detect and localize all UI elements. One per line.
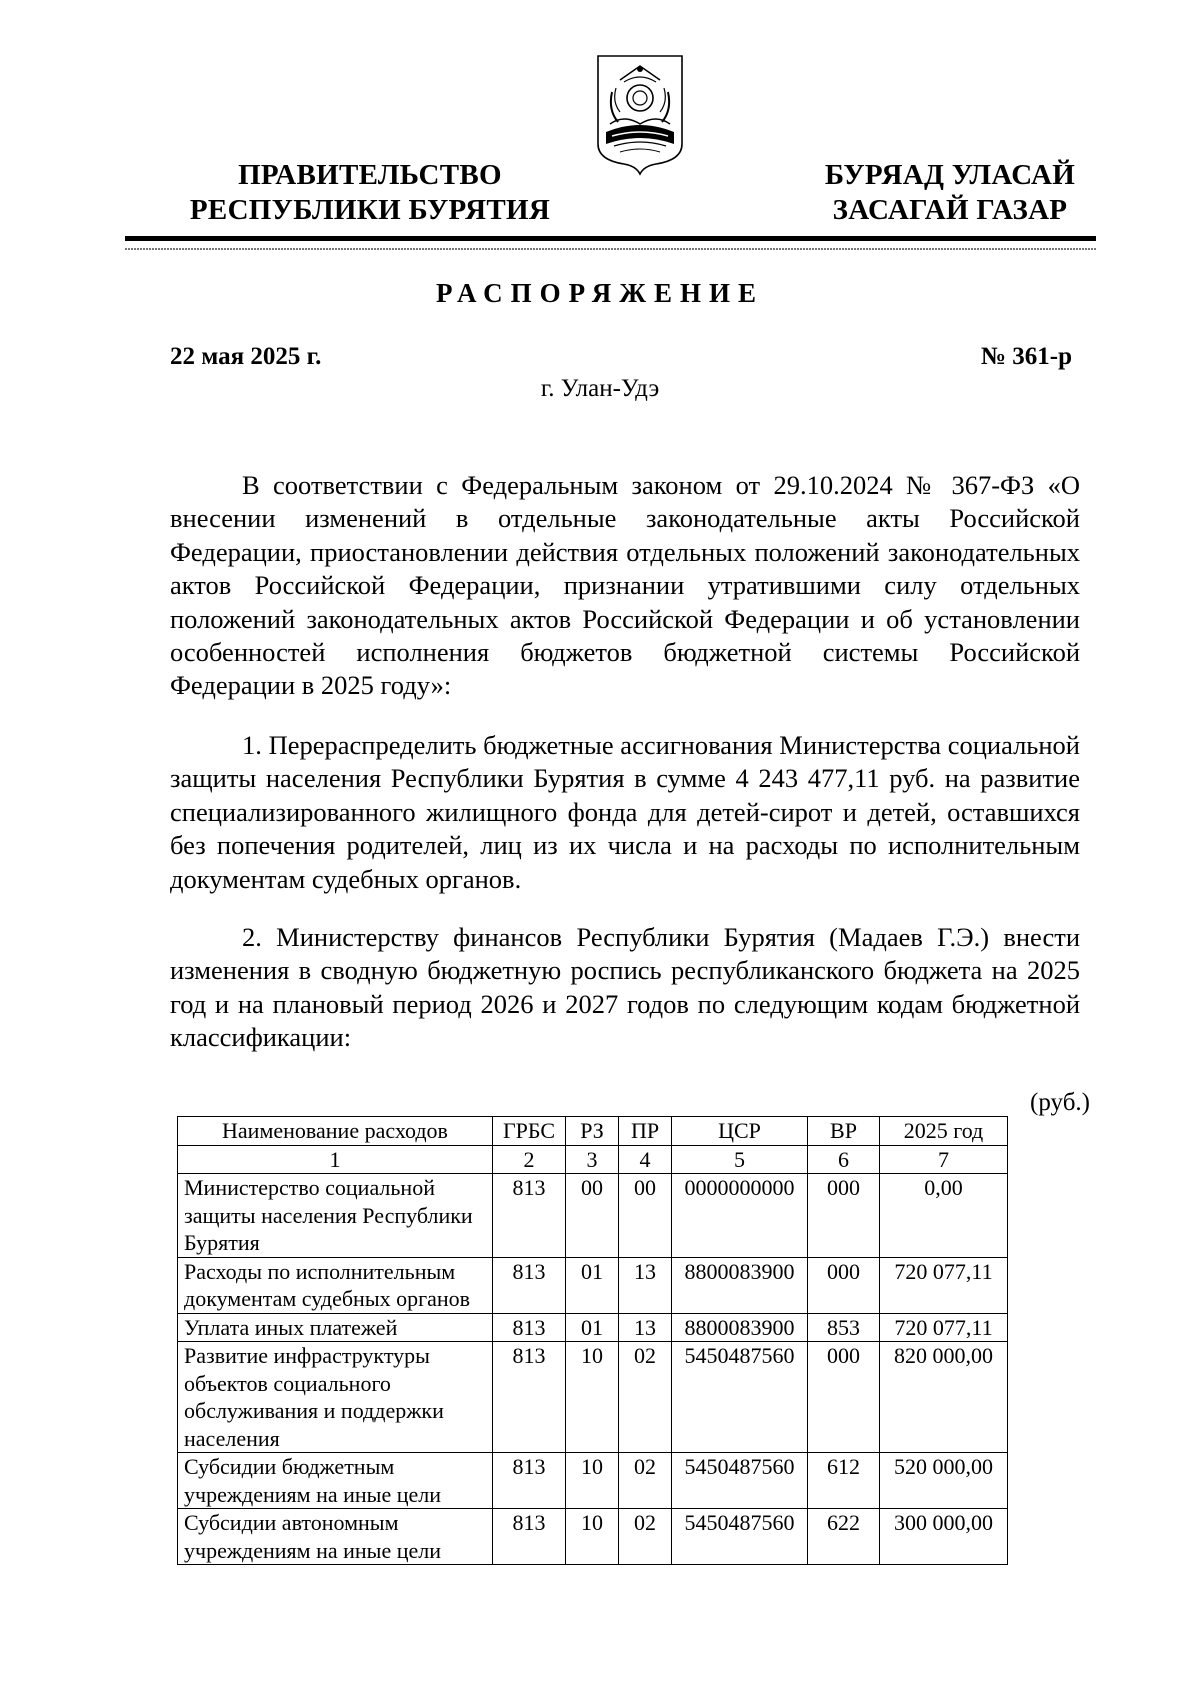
row-grbs: 813 (493, 1342, 566, 1453)
document-number: № 361-р (980, 343, 1072, 370)
row-vr: 622 (808, 1509, 880, 1565)
row-amount: 720 077,11 (880, 1313, 1008, 1342)
table-row (178, 1342, 1008, 1453)
table-header-cell: РЗ (566, 1117, 619, 1146)
header-left-line2: РЕСПУБЛИКИ БУРЯТИЯ (189, 194, 551, 226)
table-header-cell: ГРБС (493, 1117, 566, 1146)
header-left-line1: ПРАВИТЕЛЬСТВО (238, 159, 502, 191)
row-expense-name: Субсидии автономным учреждениям на иные цели (178, 1509, 493, 1565)
header-right-line1: БУРЯАД УЛАСАЙ (824, 159, 1076, 191)
table-column-number-row (178, 1145, 1008, 1174)
row-expense-name: Субсидии бюджетным учреждениям на иные цели (178, 1453, 493, 1509)
row-amount: 820 000,00 (880, 1342, 1008, 1453)
table-column-number: 2 (493, 1145, 566, 1174)
row-amount: 720 077,11 (880, 1257, 1008, 1313)
row-grbs: 813 (493, 1509, 566, 1565)
table-column-number: 4 (619, 1145, 672, 1174)
table-row (178, 1313, 1008, 1342)
coat-of-arms-icon (594, 52, 686, 178)
table-header-cell: ВР (808, 1117, 880, 1146)
row-csr: 8800083900 (672, 1257, 808, 1313)
row-pr: 13 (619, 1257, 672, 1313)
row-grbs: 813 (493, 1453, 566, 1509)
table-row (178, 1509, 1008, 1565)
row-rz: 10 (566, 1453, 619, 1509)
table-header-row (178, 1117, 1008, 1146)
table-header-cell: ЦСР (672, 1117, 808, 1146)
table-row (178, 1257, 1008, 1313)
row-expense-name: Расходы по исполнительным документам судебных органов (178, 1257, 493, 1313)
government-name-russian (160, 158, 580, 228)
row-csr: 8800083900 (672, 1313, 808, 1342)
row-expense-name: Уплата иных платежей (178, 1313, 493, 1342)
row-csr: 5450487560 (672, 1509, 808, 1565)
row-grbs: 813 (493, 1313, 566, 1342)
document-date: 22 мая 2025 г. (170, 343, 322, 370)
body-paragraph-2: 1. Перераспределить бюджетные ассигнования Министерства социальной защиты населения Республики Бурятия в сумме 4 243 477,11 руб. на развитие специализированного жилищного фонда для детей-сирот и детей, оставшихся без попечения родителей, лиц из их числа и на расходы по исполнительным документам судебных органов. (170, 730, 1080, 894)
row-rz: 01 (566, 1257, 619, 1313)
row-vr: 612 (808, 1453, 880, 1509)
row-grbs: 813 (493, 1174, 566, 1258)
row-rz: 01 (566, 1313, 619, 1342)
table-header-cell: Наименование расходов (178, 1117, 493, 1146)
row-vr: 000 (808, 1342, 880, 1453)
row-pr: 13 (619, 1313, 672, 1342)
row-pr: 00 (619, 1174, 672, 1258)
header-right-line2: ЗАСАГАЙ ГАЗАР (832, 194, 1068, 226)
government-name-buryat (740, 158, 1160, 228)
row-amount: 520 000,00 (880, 1453, 1008, 1509)
row-pr: 02 (619, 1509, 672, 1565)
table-header-cell: ПР (619, 1117, 672, 1146)
row-expense-name: Развитие инфраструктуры объектов социального обслуживания и поддержки населения (178, 1342, 493, 1453)
budget-classification-table (177, 1116, 1008, 1565)
row-csr: 5450487560 (672, 1453, 808, 1509)
table-unit-label: (руб.) (1030, 1089, 1090, 1116)
row-pr: 02 (619, 1342, 672, 1453)
row-amount: 300 000,00 (880, 1509, 1008, 1565)
body-paragraph-3: 2. Министерству финансов Республики Бурятия (Мадаев Г.Э.) внести изменения в сводную бюджетную роспись республиканского бюджета на 2025 год и на плановый период 2026 и 2027 годов по следующим кодам бюджетной классификации: (170, 922, 1080, 1053)
row-rz: 10 (566, 1509, 619, 1565)
table-row (178, 1174, 1008, 1258)
row-rz: 10 (566, 1342, 619, 1453)
table-column-number: 7 (880, 1145, 1008, 1174)
row-vr: 000 (808, 1174, 880, 1258)
table-row (178, 1453, 1008, 1509)
row-vr: 853 (808, 1313, 880, 1342)
row-csr: 0000000000 (672, 1174, 808, 1258)
row-amount: 0,00 (880, 1174, 1008, 1258)
header-divider-thin (125, 248, 1096, 250)
table-column-number: 5 (672, 1145, 808, 1174)
table-column-number: 3 (566, 1145, 619, 1174)
header-divider-thick (125, 236, 1096, 241)
row-rz: 00 (566, 1174, 619, 1258)
table-header-cell: 2025 год (880, 1117, 1008, 1146)
body-paragraph-1: В соответствии с Федеральным законом от 29.10.2024 № 367-ФЗ «О внесении изменений в отдельные законодательные акты Российской Федерации, приостановлении действия отдельных положений законодательных актов Российской Федерации, признании утратившими силу отдельных положений законодательных актов Российской Федерации и об установлении особенностей исполнения бюджетов бюджетной системы Российской Федерации в 2025 году»: (170, 470, 1080, 701)
row-vr: 000 (808, 1257, 880, 1313)
table-column-number: 6 (808, 1145, 880, 1174)
document-city: г. Улан-Удэ (540, 375, 660, 402)
row-expense-name: Министерство социальной защиты населения Республики Бурятия (178, 1174, 493, 1258)
row-grbs: 813 (493, 1257, 566, 1313)
row-pr: 02 (619, 1453, 672, 1509)
table-column-number: 1 (178, 1145, 493, 1174)
document-title: РАСПОРЯЖЕНИЕ (435, 278, 765, 308)
row-csr: 5450487560 (672, 1342, 808, 1453)
